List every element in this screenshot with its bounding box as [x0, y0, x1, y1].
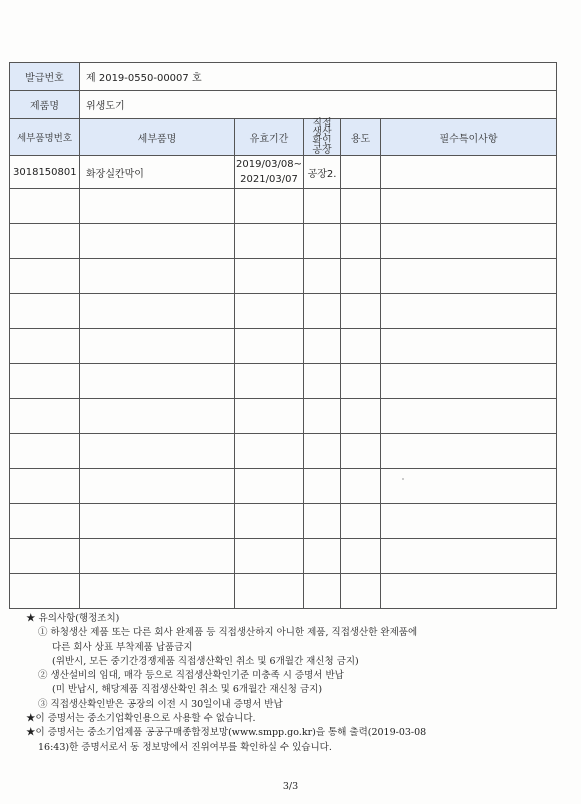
notice-item-2-line-2: (미 반납시, 해당제품 직접생산확인 취소 및 6개월간 재신청 금지): [52, 684, 323, 696]
notice-section: [26, 612, 566, 755]
empty-row: [10, 539, 557, 574]
empty-row: [10, 329, 557, 364]
cell-code: 3018150801: [10, 156, 80, 189]
notice-star-3-line-1: ★이 증명서는 중소기업제품 공공구매종합정보망(www.smpp.go.kr)을 통해 출력(2019-03-08: [26, 727, 427, 739]
product-name-value: 위생도기: [80, 91, 557, 119]
notice-item-2-line-1: ② 생산설비의 임대, 매각 등으로 직접생산확인기준 미충족 시 증명서 반납: [38, 670, 344, 682]
empty-row: [10, 364, 557, 399]
issue-number-value: 제 2019-0550-00007 호: [80, 63, 557, 91]
col-header-name: 세부품명: [80, 119, 235, 156]
col-header-validity: 유효기간: [235, 119, 304, 156]
col-header-notes: 필수특이사항: [381, 119, 557, 156]
empty-row: [10, 399, 557, 434]
cell-use: [341, 156, 381, 189]
notice-star-2: ★이 증명서는 중소기업확인용으로 사용할 수 없습니다.: [26, 713, 256, 725]
empty-row: [10, 294, 557, 329]
empty-row: [10, 224, 557, 259]
product-name-label: 제품명: [10, 91, 80, 119]
issue-number-label: 발급번호: [10, 63, 80, 91]
col-header-factory: 직접생산 확인공장: [304, 119, 341, 156]
cell-name: 화장실칸막이: [80, 156, 235, 189]
empty-row: [10, 259, 557, 294]
notice-item-1-line-2: 다른 회사 상표 부착제품 납품금지: [52, 641, 193, 653]
page-number: 3/3: [282, 781, 299, 792]
empty-row: [10, 434, 557, 469]
cell-validity: 2019/03/08~ 2021/03/07: [235, 156, 304, 189]
table-header-row: [10, 119, 557, 156]
cell-notes: [381, 156, 557, 189]
notice-item-3-line-1: ③ 직접생산확인받은 공장의 이전 시 30일이내 증명서 반납: [38, 698, 283, 710]
notice-item-1-line-1: ① 하청생산 제품 또는 다른 회사 완제품 등 직접생산하지 아니한 제품, 직접생산한 완제품에: [38, 627, 418, 639]
empty-row: [10, 189, 557, 224]
notice-item-1-line-3: (위반시, 모든 중기간경쟁제품 직접생산확인 취소 및 6개월간 재신청 금지): [52, 655, 359, 667]
certificate-table: [9, 62, 557, 609]
table-row: [10, 156, 557, 189]
col-header-code: 세부품명번호: [10, 119, 80, 156]
empty-row: [10, 504, 557, 539]
scan-speck: [402, 478, 404, 480]
notice-star-3-line-2: 16:43)한 증명서로서 동 정보망에서 진위여부를 확인하실 수 있습니다.: [38, 741, 332, 753]
col-header-use: 용도: [341, 119, 381, 156]
empty-row: [10, 574, 557, 609]
cell-factory: 공장2.: [304, 156, 341, 189]
product-name-row: [10, 91, 557, 119]
issue-number-row: [10, 63, 557, 91]
notice-heading: ★ 유의사항(행정조치): [26, 613, 120, 624]
empty-row: [10, 469, 557, 504]
